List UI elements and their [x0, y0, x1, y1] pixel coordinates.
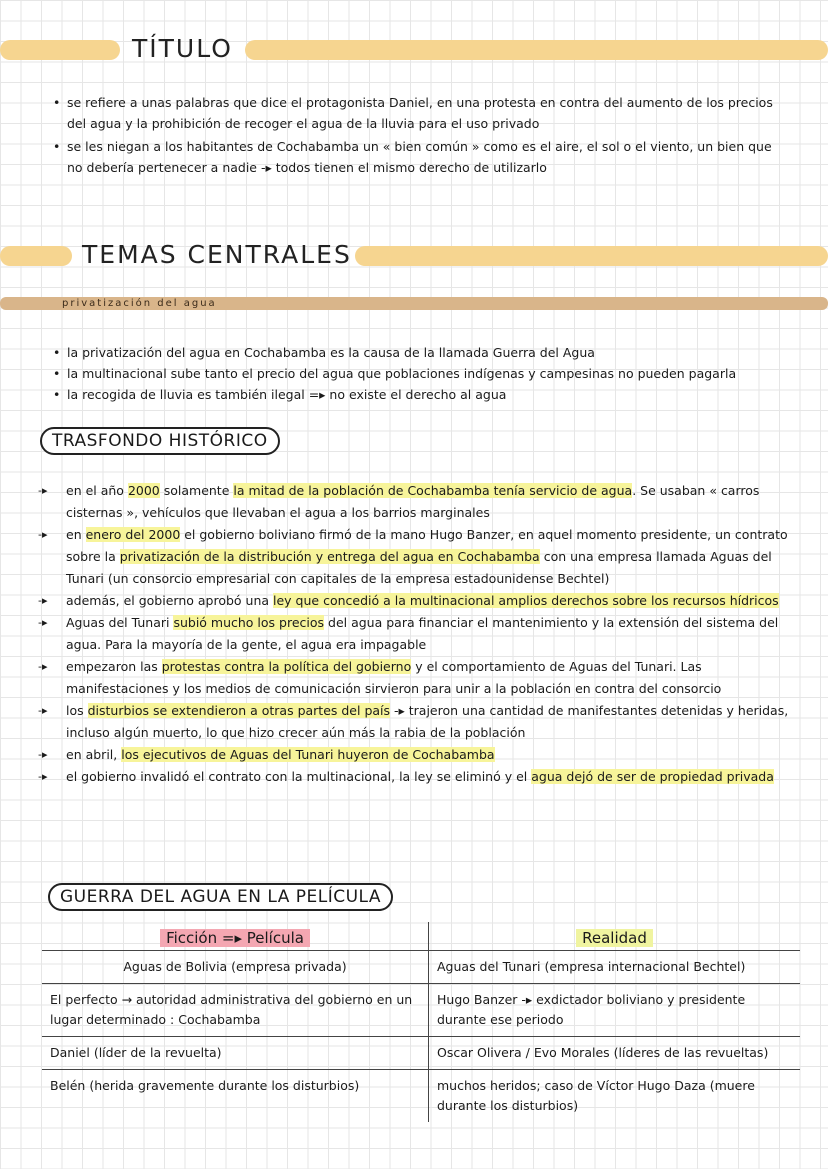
- text-segment: solamente: [159, 483, 234, 498]
- highlighted-text: los ejecutivos de Aguas del Tunari huyeron de Cochabamba: [121, 747, 495, 762]
- list-item: [38, 766, 798, 788]
- table-cell: El perfecto → autoridad administrativa del gobierno en un lugar determinado : Cochabamba: [42, 984, 429, 1037]
- guerra-heading: GUERRA DEL AGUA EN LA PELÍCULA: [48, 883, 393, 911]
- text-segment: además, el gobierno aprobó una: [66, 593, 274, 608]
- text-segment: en: [66, 527, 86, 542]
- highlighted-text: agua dejó de ser de propiedad privada: [531, 769, 774, 784]
- list-item: [38, 480, 798, 524]
- table-cell: muchos heridos; caso de Víctor Hugo Daza (muere durante los disturbios): [429, 1070, 801, 1123]
- highlighted-text: subió mucho los precios: [173, 615, 325, 630]
- list-item: [38, 524, 798, 590]
- col-right-header: Realidad: [576, 929, 653, 947]
- highlighted-text: privatización de la distribución y entrega del agua en Cochabamba: [119, 549, 540, 564]
- table-row: [42, 951, 800, 984]
- title-band-left: [0, 40, 120, 60]
- table-cell: Daniel (líder de la revuelta): [42, 1037, 429, 1070]
- table-row: [42, 984, 800, 1037]
- list-item: • la recogida de lluvia es también ilegal =▸ no existe el derecho al agua: [55, 384, 775, 405]
- text-segment: del agua para financiar el mantenimiento y la extensión del sistema del agua. Para la mayoría de la gente, el agua era impagable: [66, 615, 779, 652]
- text-segment: los: [66, 703, 88, 718]
- list-item: [38, 700, 798, 744]
- highlighted-text: la mitad de la población de Cochabamba tenía servicio de agua: [233, 483, 633, 498]
- temas-heading: TEMAS CENTRALES: [82, 240, 352, 269]
- table-cell: Hugo Banzer -▸ exdictador boliviano y presidente durante ese periodo: [429, 984, 801, 1037]
- text-segment: Aguas del Tunari: [66, 615, 174, 630]
- list-item: [38, 744, 798, 766]
- col-left-header: Ficción =▸ Película: [160, 929, 310, 947]
- list-item: • se les niegan a los habitantes de Cochabamba un « bien común » como es el aire, el sol o el viento, un bien que no debería pertenecer a nadie -▸ todos tienen el mismo derecho de utilizarlo: [55, 136, 775, 178]
- list-item: • la multinacional sube tanto el precio del agua que poblaciones indígenas y campesinas no pueden pagarla: [55, 363, 775, 384]
- list-item: [38, 590, 798, 612]
- text-segment: en abril,: [66, 747, 122, 762]
- text-segment: en el año: [66, 483, 128, 498]
- list-item: • se refiere a unas palabras que dice el protagonista Daniel, en una protesta en contra del aumento de los precios del agua y la prohibición de recoger el agua de la lluvia para el uso privado: [55, 92, 775, 134]
- text-segment: empezaron las: [66, 659, 162, 674]
- text-segment: el gobierno boliviano firmó de la mano Hugo Banzer, en aquel momento presidente, un contrato sobre la: [66, 527, 788, 564]
- highlighted-text: ley que concedió a la multinacional amplios derechos sobre los recursos hídricos: [273, 593, 779, 608]
- temas-band-right: [355, 246, 828, 266]
- table-cell: Belén (herida gravemente durante los disturbios): [42, 1070, 429, 1123]
- table-cell: Aguas del Tunari (empresa internacional Bechtel): [429, 951, 801, 984]
- table-header-row: [42, 922, 800, 951]
- temas-bullets: [55, 342, 775, 405]
- comparison-table: [42, 922, 800, 1122]
- table-cell: Aguas de Bolivia (empresa privada): [42, 951, 429, 984]
- list-item: [38, 612, 798, 656]
- titulo-heading: TÍTULO: [132, 34, 233, 63]
- highlighted-text: enero del 2000: [85, 527, 181, 542]
- trasfondo-list: [38, 480, 798, 788]
- list-item: [38, 656, 798, 700]
- titulo-bullets: [55, 92, 775, 178]
- title-band-right: [245, 40, 828, 60]
- table-row: [42, 1037, 800, 1070]
- temas-subheading: privatización del agua: [62, 298, 217, 309]
- highlighted-text: protestas contra la política del gobierno: [161, 659, 412, 674]
- temas-band-left: [0, 246, 72, 266]
- text-segment: el gobierno invalidó el contrato con la multinacional, la ley se eliminó y el: [66, 769, 532, 784]
- highlighted-text: disturbios se extendieron a otras partes del país: [87, 703, 391, 718]
- highlighted-text: 2000: [127, 483, 160, 498]
- text-segment: . Se usaban « carros cisternas », vehículos que llevaban el agua a los barrios marginales: [66, 483, 760, 520]
- text-segment: y el comportamiento de Aguas del Tunari. Las manifestaciones y los medios de comunicación sirvieron para unir a la población en contra del consorcio: [66, 659, 722, 696]
- table-row: [42, 1070, 800, 1123]
- trasfondo-heading: TRASFONDO HISTÓRICO: [40, 427, 280, 455]
- text-segment: con una empresa llamada Aguas del Tunari (un consorcio empresarial con capitales de la empresa estadounidense Bechtel): [66, 549, 772, 586]
- list-item: • la privatización del agua en Cochabamba es la causa de la llamada Guerra del Agua: [55, 342, 775, 363]
- text-segment: -▸ trajeron una cantidad de manifestantes detenidas y heridas, incluso algún muerto, lo que hizo crecer aún más la rabia de la población: [66, 703, 789, 740]
- table-cell: Oscar Olivera / Evo Morales (líderes de las revueltas): [429, 1037, 801, 1070]
